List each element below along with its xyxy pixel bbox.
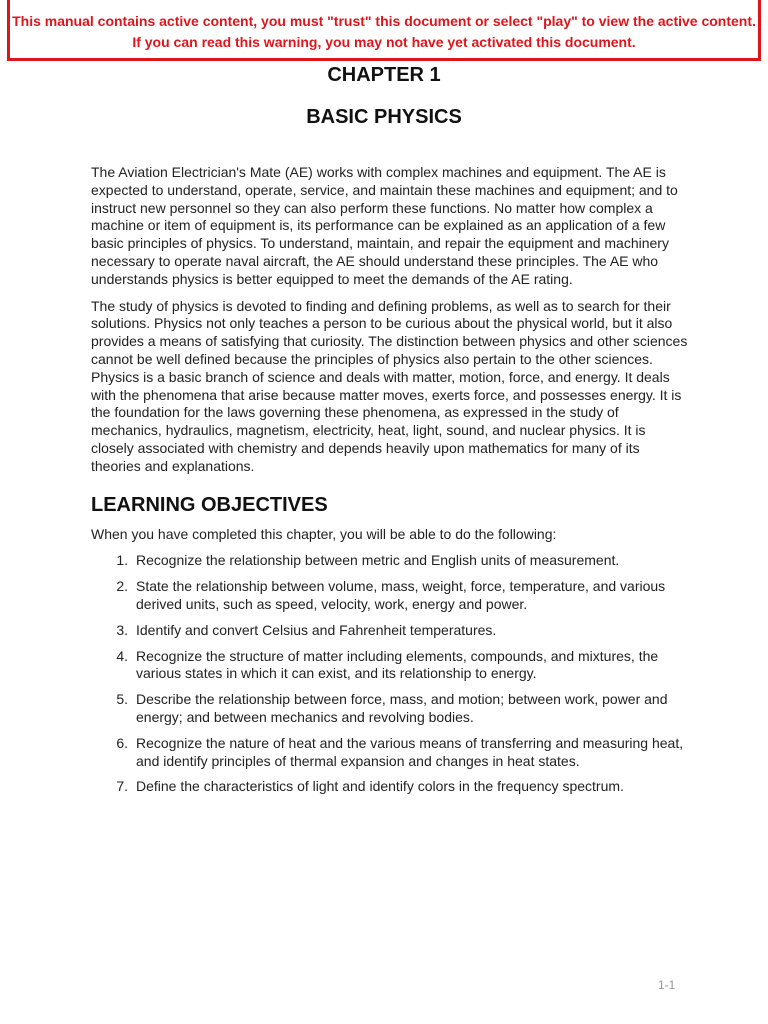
list-item-text: Define the characteristics of light and identify colors in the frequency spectrum. — [136, 778, 624, 795]
active-content-warning — [7, 0, 761, 61]
list-item — [91, 622, 691, 640]
page-number: 1-1 — [658, 978, 676, 992]
list-item-text: Describe the relationship between force, mass, and motion; between work, power and energy; and between mechanics and revolving bodies. — [136, 691, 668, 725]
list-item-text: Identify and convert Celsius and Fahrenheit temperatures. — [136, 621, 497, 638]
objectives-list — [91, 552, 691, 796]
chapter-heading: CHAPTER 1 — [327, 64, 441, 86]
list-item — [91, 691, 691, 727]
list-item-text: Recognize the nature of heat and the various means of transferring and measuring heat, and identify principles of thermal expansion and changes in heat states. — [136, 734, 684, 769]
list-item-text: Recognize the relationship between metric and English units of measurement. — [136, 552, 620, 569]
physics-paragraph: The study of physics is devoted to finding and defining problems, as well as to search for their solutions. Physics not only teaches a person to be curious about the physical world, but it also provides a means of satisfying that curiosity. The distinction between physics and other sciences cannot be well defined because the principles of physics also pertain to the other sciences. Physics is a basic branch of science and deals with matter, motion, force, and energy. It deals with the phenomena that arise because matter moves, exerts force, and possesses energy. It is the foundation for the laws governing these phenomena, as expressed in the study of mechanics, hydraulics, magnetism, electricity, heat, light, sound, and nuclear physics. It is closely associated with chemistry and depends heavily upon mathematics for many of its theories and explanations. — [91, 297, 688, 474]
chapter-title: BASIC PHYSICS — [306, 106, 462, 128]
list-item-number: 5. — [116, 691, 128, 708]
list-item — [91, 778, 691, 796]
list-item-text: State the relationship between volume, mass, weight, force, temperature, and various derived units, such as speed, velocity, work, energy and power. — [136, 578, 666, 612]
document-body — [91, 164, 691, 804]
learning-objectives-heading: LEARNING OBJECTIVES — [91, 493, 328, 516]
warning-line-2: If you can read this warning, you may not have yet activated this document. — [132, 34, 636, 50]
warning-line-1: This manual contains active content, you must "trust" this document or select "play" to view the active content. — [12, 13, 756, 29]
list-item-text: Recognize the structure of matter including elements, compounds, and mixtures, the various states in which it can exist, and its relationship to energy. — [136, 647, 659, 682]
list-item — [91, 648, 691, 684]
list-item-number: 1. — [116, 552, 128, 569]
intro-paragraph: The Aviation Electrician's Mate (AE) works with complex machines and equipment. The AE is expected to understand, operate, service, and maintain these machines and equipment; and to instruct new personnel so they can also perform these functions. No matter how complex a machine or item of equipment is, its performance can be explained as an application of a few basic principles of physics. To understand, maintain, and repair the equipment and machinery necessary to operate naval aircraft, the AE should understand these principles. The AE who understands physics is better equipped to meet the demands of the AE rating. — [91, 164, 678, 287]
list-item — [91, 552, 691, 570]
list-item — [91, 578, 691, 614]
list-item-number: 2. — [116, 578, 128, 595]
objectives-intro: When you have completed this chapter, you will be able to do the following: — [91, 525, 557, 542]
list-item-number: 7. — [116, 778, 128, 795]
list-item-number: 4. — [116, 647, 128, 664]
list-item-number: 6. — [116, 734, 128, 751]
list-item — [91, 735, 691, 771]
list-item-number: 3. — [116, 621, 128, 638]
